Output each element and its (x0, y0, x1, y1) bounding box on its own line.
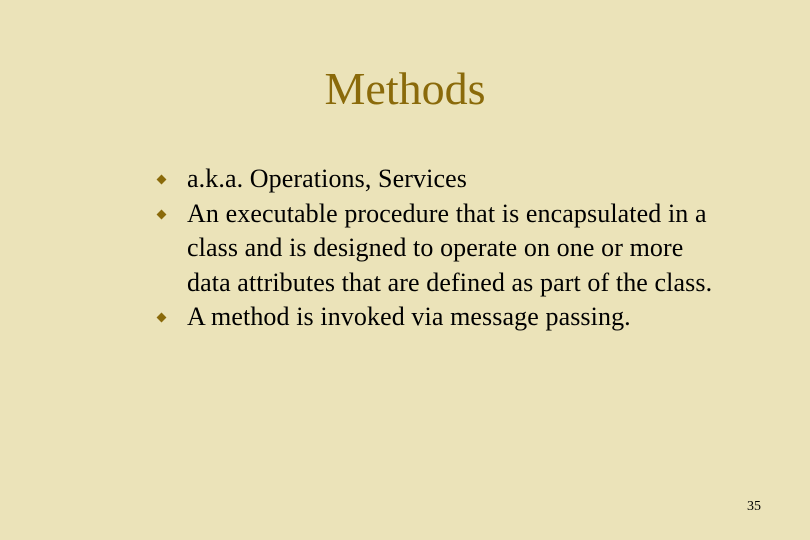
diamond-bullet-icon (157, 175, 167, 185)
bullet-list (157, 162, 717, 335)
bullet-item (157, 300, 717, 335)
bullet-text: a.k.a. Operations, Services (187, 164, 467, 193)
slide-title: Methods (324, 63, 486, 114)
bullet-text: An executable procedure that is encapsulated in a class and is designed to operate on one or more data attributes that are defined as part of the class. (187, 198, 713, 297)
bullet-text: A method is invoked via message passing. (187, 302, 631, 331)
bullet-item (157, 162, 717, 197)
page-number: 35 (747, 499, 761, 514)
diamond-bullet-icon (157, 313, 167, 323)
bullet-item (157, 197, 717, 301)
diamond-bullet-icon (157, 209, 167, 219)
